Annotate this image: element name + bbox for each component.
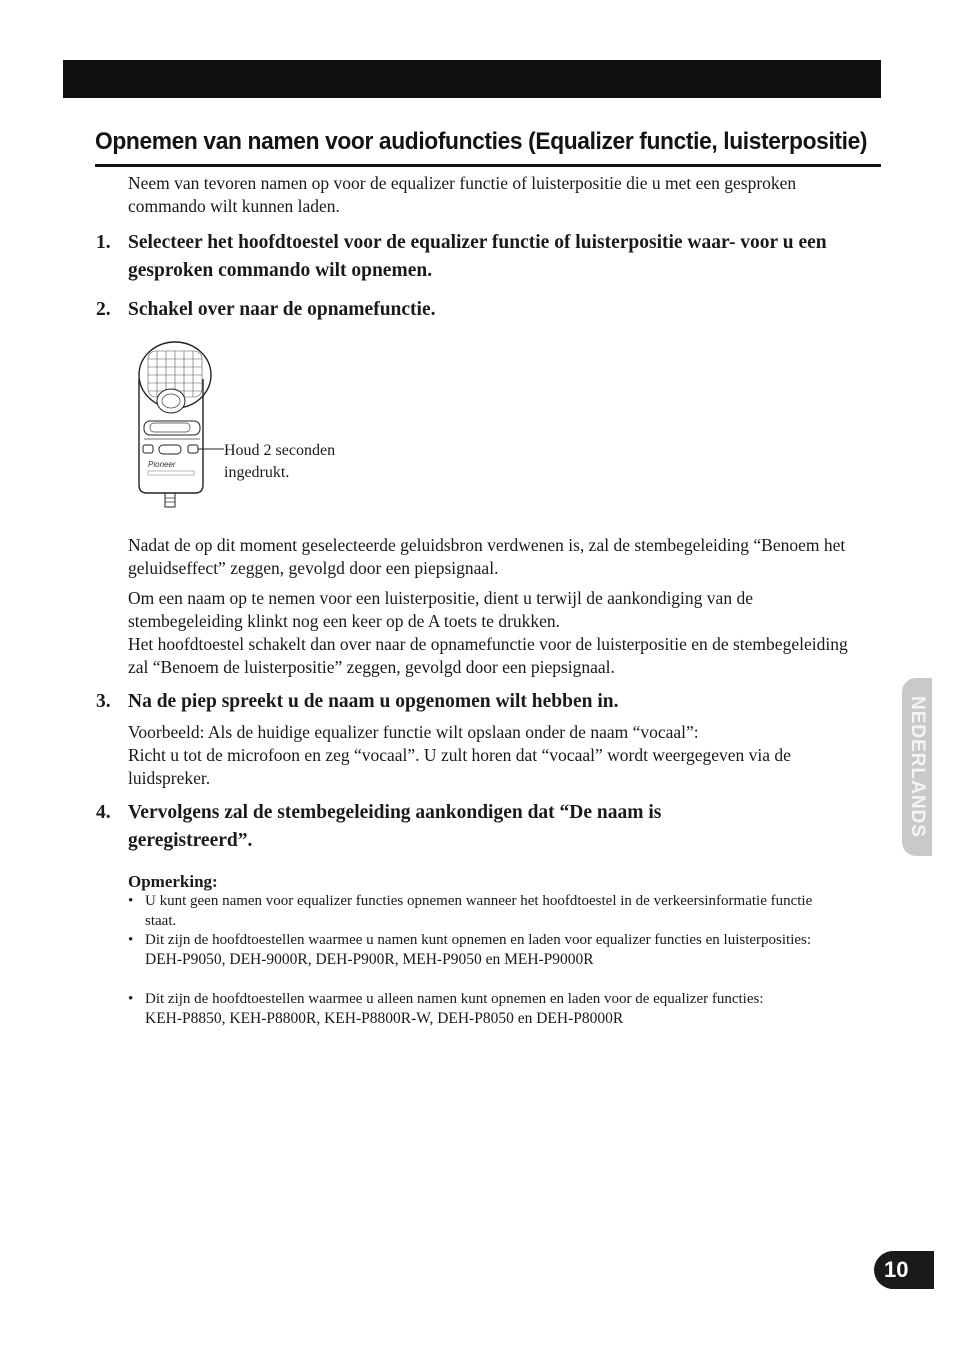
bullet-icon: • [128, 991, 134, 1007]
bullet-icon: • [128, 893, 134, 909]
paragraph: Richt u tot de microfoon en zeg “vocaal”. U zult horen dat “vocaal” wordt weergegeven via de luidspreker. [128, 745, 791, 788]
note-text: U kunt geen namen voor equalizer functies opnemen wanneer het hoofdtoestel in de verkeersinformatie functie staat. [145, 893, 813, 929]
note-heading: Opmerking: [128, 872, 218, 891]
language-tab-label: NEDERLANDS [907, 696, 928, 838]
title-rule [95, 164, 881, 167]
step-text: Schakel over naar de opnamefunctie. [128, 299, 436, 320]
step-text: Na de piep spreekt u de naam u opgenomen wilt hebben in. [128, 691, 619, 712]
note-text: Dit zijn de hoofdtoestellen waarmee u alleen namen kunt opnemen en laden voor de equalizer functies: [145, 991, 764, 1007]
step-number: 1. [96, 232, 111, 253]
figure-caption: Houd 2 seconden ingedrukt. [224, 442, 336, 481]
paragraph: Het hoofdtoestel schakelt dan over naar de opnamefunctie voor de luisterpositie en de stembegeleiding zal “Benoem de luisterpositie” zeggen, gevolgd door een piepsignaal. [128, 634, 848, 677]
model-list: DEH-P9050, DEH-9000R, DEH-P900R, MEH-P9050 en MEH-P9000R [145, 951, 594, 968]
page-number: 10 [874, 1251, 934, 1289]
paragraph: Voorbeeld: Als de huidige equalizer functie wilt opslaan onder de naam “vocaal”: [128, 722, 699, 742]
paragraph: Om een naam op te nemen voor een luisterpositie, dient u terwijl de aankondiging van de stembegeleiding klinkt nog een keer op de A toets te drukken. [128, 588, 753, 631]
step-number: 4. [96, 802, 111, 823]
microphone-remote-illustration [128, 335, 228, 515]
step-text: Selecteer het hoofdtoestel voor de equalizer functie of luisterpositie waar- voor u een gesproken commando wilt opnemen. [128, 232, 827, 281]
model-list: KEH-P8850, KEH-P8800R, KEH-P8800R-W, DEH-P8050 en DEH-P8000R [145, 1010, 624, 1027]
brand-logo: Pioneer [148, 460, 176, 469]
paragraph: Nadat de op dit moment geselecteerde geluidsbron verdwenen is, zal de stembegeleiding “Benoem het geluidseffect” zeggen, gevolgd door een piepsignaal. [128, 535, 846, 578]
language-tab [902, 678, 932, 856]
step-number: 2. [96, 299, 111, 320]
step-text: Vervolgens zal de stembegeleiding aankondigen dat “De naam is geregistreerd”. [128, 802, 662, 851]
intro-text: Neem van tevoren namen op voor de equalizer functie of luisterpositie die u met een gesproken commando wilt kunnen laden. [128, 173, 797, 216]
section-title: Opnemen van namen voor audiofuncties (Equalizer functie, luisterpositie) [95, 128, 868, 155]
bullet-icon: • [128, 932, 134, 948]
note-text: Dit zijn de hoofdtoestellen waarmee u namen kunt opnemen en laden voor equalizer functies en luisterposities: [145, 932, 812, 948]
step-number: 3. [96, 691, 111, 712]
header-bar [63, 60, 881, 98]
